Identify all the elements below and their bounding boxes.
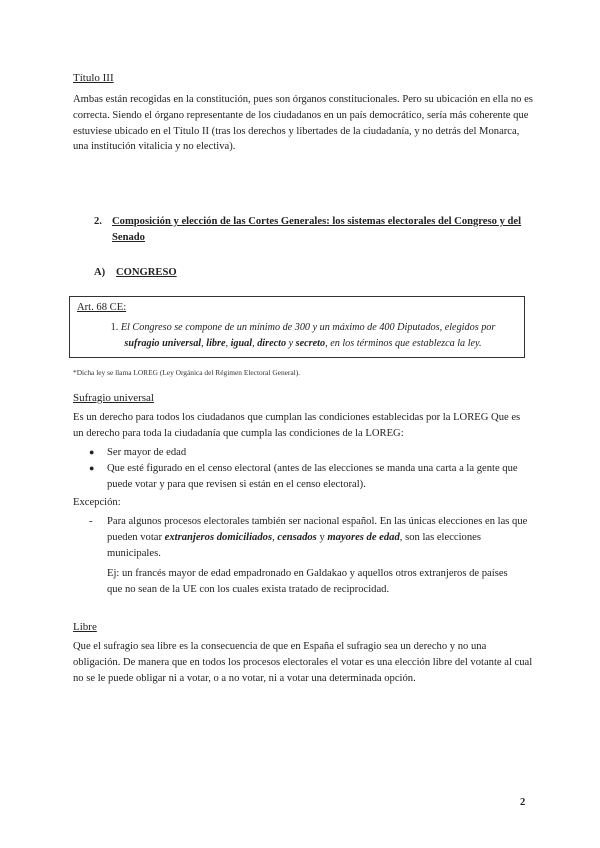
excepcion-sep: ,: [272, 531, 278, 543]
paragraph-ubicacion: Ambas están recogidas en la constitución, pues son órganos constitucionales. Pero su ubicación en ella no es correcta. Siendo el órgano representante de los ciudadanos en un país democrático, sería más coherente que estuviese ubicado en el Título II (tras los derechos y libertades de la ciudadanía, y no detrás del Monarca, una institución vitalicia y no electiva).: [73, 94, 533, 153]
article-sep: ,: [252, 338, 258, 349]
list-item: [73, 445, 533, 461]
excepcion-pre: Para algunos procesos electorales también ser nacional español. En las únicas elecciones en las que pueden votar: [107, 516, 528, 543]
section-2-number: 2.: [94, 216, 102, 227]
bullet-icon: ●: [89, 447, 95, 457]
section-a-title: CONGRESO: [116, 267, 177, 278]
bold-extranjeros: extranjeros domiciliados: [164, 531, 273, 543]
dash-icon: -: [89, 516, 93, 527]
article-sep: y: [286, 338, 296, 349]
article-bold-directo: directo: [257, 338, 287, 349]
bold-mayores: mayores de edad: [327, 531, 400, 543]
bold-censados: censados: [277, 531, 317, 543]
loreg-footnote: *Dicha ley se llama LOREG (Ley Orgánica del Régimen Electoral General).: [73, 368, 301, 377]
article-text-1: El Congreso se compone de un mínimo de 300 y un máximo de 400 Diputados, elegidos por: [120, 322, 496, 333]
sufragio-universal-heading: Sufragio universal: [73, 392, 154, 404]
article-sep: ,: [225, 338, 231, 349]
article-tail: , en los términos que establezca la ley.: [325, 338, 482, 349]
article-item-number: 1.: [110, 322, 119, 333]
section-2-title: Composición y elección de las Cortes Generales: los sistemas electorales del Congreso y del Senado: [112, 216, 522, 243]
bullet-icon: ●: [89, 462, 95, 473]
ejemplo-paragraph: Ej: un francés mayor de edad empadronado en Galdakao y aquellos otros extranjeros de países que no sean de la UE con los cuales exista tratado de reciprocidad.: [107, 568, 508, 595]
section-a-label: A): [94, 267, 106, 278]
excepcion-post: , son las elecciones municipales.: [107, 531, 481, 559]
article-bold-universal: sufragio universal: [124, 338, 202, 349]
list-item-text: Que esté figurado en el censo electoral (antes de las elecciones se manda una carta a la gente que puede votar y para que revisen si están en el censo electoral).: [107, 462, 518, 490]
paragraph-libre: Que el sufragio sea libre es la consecuencia de que en España el sufragio sea un derecho y no una obligación. De manera que en todos los procesos electorales el votar es una elección libre del votante al cual no se le puede obligar ni a votar, o a no votar, ni a votar una determinada opción.: [73, 641, 533, 684]
article-68-box: [69, 296, 525, 358]
requirements-list: [73, 445, 533, 492]
list-item: [73, 461, 533, 493]
paragraph-sufragio: Es un derecho para todos los ciudadanos que cumplan las condiciones establecidas por la LOREG Que es un derecho para toda la ciudadanía que cumpla las condiciones de la LOREG:: [73, 412, 521, 439]
libre-heading: Libre: [73, 621, 97, 633]
page-number: 2: [520, 797, 526, 808]
title-iii-heading: Título III: [73, 72, 114, 84]
article-bold-igual: igual: [230, 338, 253, 349]
excepcion-sep: y: [316, 531, 328, 543]
article-line-1: [90, 320, 516, 336]
excepcion-label: Excepción:: [73, 497, 121, 508]
article-reference: Art. 68 CE:: [77, 302, 127, 313]
article-bold-libre: libre: [206, 338, 226, 349]
article-sep: ,: [201, 338, 207, 349]
article-item: [90, 320, 516, 352]
article-bold-secreto: secreto: [295, 338, 326, 349]
excepcion-text: [107, 514, 533, 561]
article-line-2: [90, 336, 516, 352]
list-item-text: Ser mayor de edad: [107, 447, 187, 458]
section-a-heading: [94, 267, 177, 278]
